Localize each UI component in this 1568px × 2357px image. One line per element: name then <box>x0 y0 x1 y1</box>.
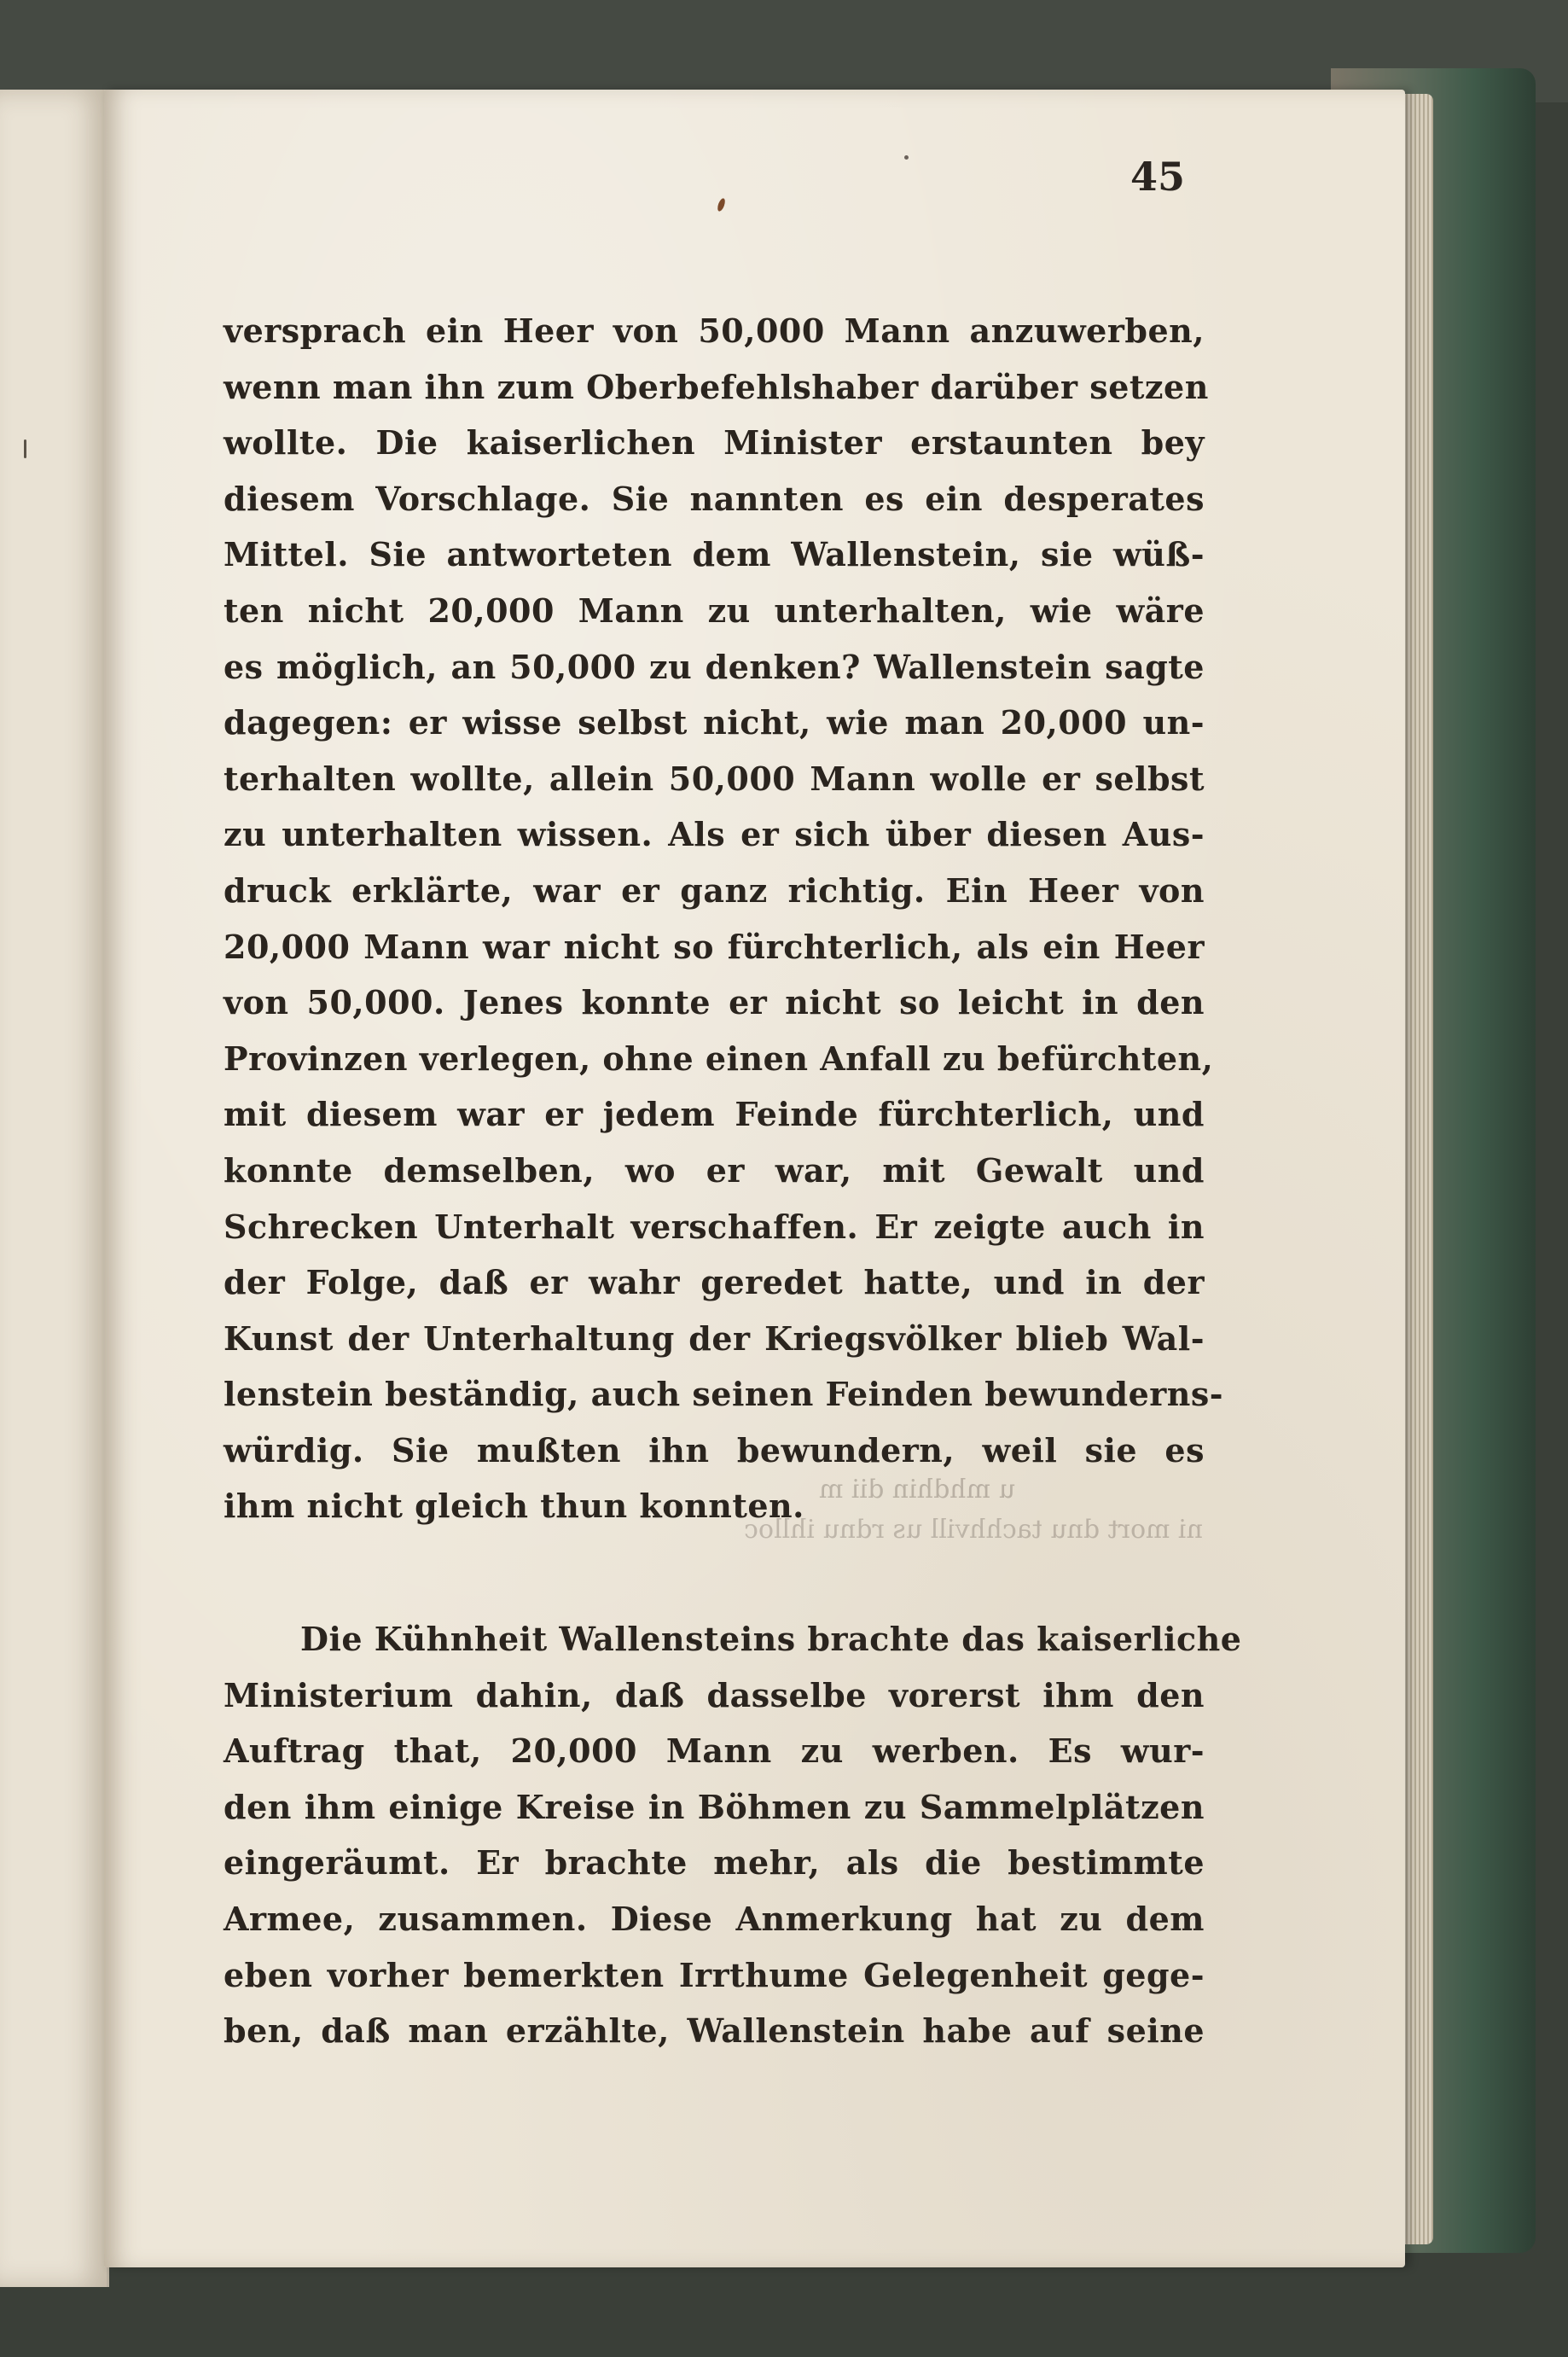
text-line: den ihm einige Kreise in Böhmen zu Sammelplätzen <box>224 1787 1205 1826</box>
text-line: würdig. Sie mußten ihn bewundern, weil sie es <box>224 1430 1205 1469</box>
paragraph <box>224 303 1224 1534</box>
text-line: es möglich, an 50,000 zu denken? Wallenstein sagte <box>224 647 1205 686</box>
text-line: lenstein beständig, auch seinen Feinden bewunderns- <box>224 1375 1224 1414</box>
ink-mark <box>24 439 26 458</box>
text-line: ihm nicht gleich thun konnten. <box>224 1487 804 1526</box>
text-line: Mittel. Sie antworteten dem Wallenstein, sie wüß- <box>224 535 1205 574</box>
text-line: eingeräumt. Er brachte mehr, als die bestimmte <box>224 1843 1205 1883</box>
text-line: Ministerium dahin, daß dasselbe vorerst ihm den <box>224 1675 1205 1714</box>
text-line: wollte. Die kaiserlichen Minister erstaunten bey <box>224 423 1205 463</box>
text-line: Provinzen verlegen, ohne einen Anfall zu befürchten, <box>224 1039 1214 1078</box>
text-line: terhalten wollte, allein 50,000 Mann wolle er selbst <box>224 759 1205 798</box>
text-line: Die Kühnheit Wallensteins brachte das kaiserliche <box>300 1620 1242 1659</box>
text-line: versprach ein Heer von 50,000 Mann anzuwerben, <box>224 311 1205 350</box>
text-line: zu unterhalten wissen. Als er sich über diesen Aus- <box>224 815 1205 854</box>
show-through-text: u mhdhin dii m <box>819 1475 1015 1504</box>
text-line: Armee, zusammen. Diese Anmerkung hat zu dem <box>224 1900 1205 1939</box>
page-number: 45 <box>1130 154 1186 200</box>
text-line: eben vorher bemerkten Irrthume Gelegenheit gege- <box>224 1955 1205 1994</box>
show-through-text: ni mort dnu tachhvill us rdnu ihlloc <box>744 1515 1203 1545</box>
text-line: wenn man ihn zum Oberbefehlshaber darüber setzen <box>224 367 1209 406</box>
text-line: diesem Vorschlage. Sie nannten es ein desperates <box>224 479 1205 518</box>
text-line: Auftrag that, 20,000 Mann zu werben. Es wur- <box>224 1731 1205 1771</box>
ink-speck <box>904 155 909 160</box>
text-line: 20,000 Mann war nicht so fürchterlich, als ein Heer <box>224 927 1205 966</box>
facing-page-edge <box>0 90 109 2287</box>
text-line: dagegen: er wisse selbst nicht, wie man 20,000 un- <box>224 703 1205 742</box>
text-line: der Folge, daß er wahr geredet hatte, und in der <box>224 1263 1205 1302</box>
text-line: Schrecken Unterhalt verschaffen. Er zeigte auch in <box>224 1207 1205 1246</box>
text-line: von 50,000. Jenes konnte er nicht so leicht in den <box>224 983 1205 1022</box>
text-line: ben, daß man erzählte, Wallenstein habe auf seine <box>224 2011 1205 2051</box>
text-line: konnte demselben, wo er war, mit Gewalt und <box>224 1150 1205 1190</box>
text-line: Kunst der Unterhaltung der Kriegsvölker blieb Wal- <box>224 1318 1205 1358</box>
text-line: druck erklärte, war er ganz richtig. Ein Heer von <box>224 870 1205 910</box>
paragraph <box>224 1611 1242 2059</box>
text-line: ten nicht 20,000 Mann zu unterhalten, wie wäre <box>224 591 1205 630</box>
text-line: mit diesem war er jedem Feinde fürchterlich, und <box>224 1095 1205 1134</box>
body-text <box>224 303 1242 2059</box>
paragraph-gap <box>224 1534 1205 1611</box>
